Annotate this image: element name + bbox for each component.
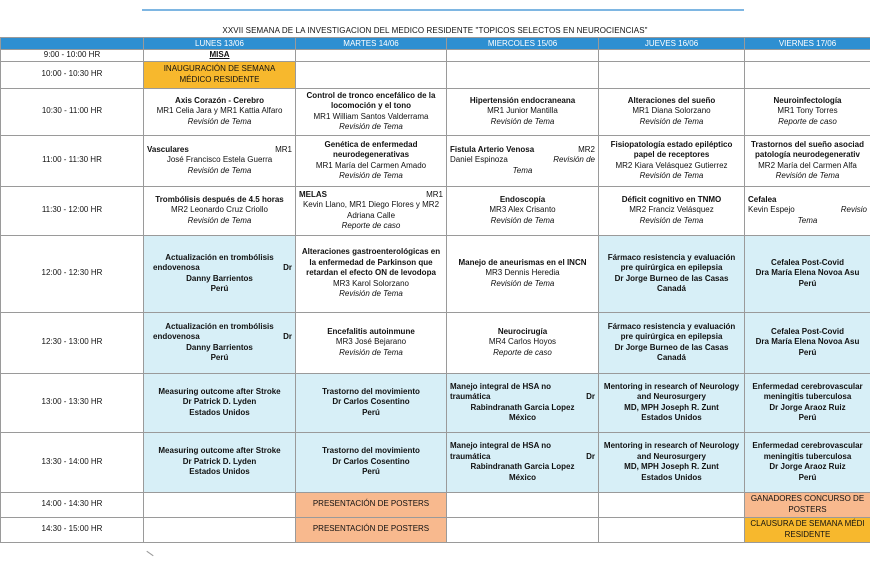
session-type: Revisión de Tema — [490, 116, 555, 126]
session-cell: GANADORES CONCURSO DE POSTERS — [745, 492, 870, 517]
session-speaker: Danny Barrientos — [186, 342, 253, 352]
session-speaker: MR1 Junior Mantilla — [487, 106, 558, 116]
session-title: MELAS — [299, 189, 327, 199]
session-cell — [599, 186, 745, 235]
time-cell: 9:00 - 10:00 HR — [1, 50, 144, 62]
session-title: Endoscopía — [499, 194, 546, 204]
session-type: Tema — [797, 215, 818, 225]
session-type: Revisión de Tema — [187, 116, 252, 126]
session-country: Canadá — [657, 353, 686, 362]
session-cell — [144, 432, 296, 492]
speaker-prefix: Dr — [283, 263, 292, 272]
session-title: Fármaco resistencia y evaluación pre quirúrgica en epilepsia — [607, 321, 736, 341]
session-cell: PRESENTACIÓN DE POSTERS — [296, 517, 447, 542]
session-type: Reporte de caso — [341, 221, 401, 230]
session-cell — [745, 186, 870, 235]
time-cell: 11:30 - 12:00 HR — [1, 186, 144, 235]
session-cell — [144, 88, 296, 135]
session-speaker: MR1 María del Carmen Amado — [315, 160, 427, 170]
session-type: Tema — [512, 165, 533, 175]
session-country: Estados Unidos — [189, 407, 250, 417]
session-title-cont: traumática — [450, 451, 491, 461]
session-title-cont: traumática — [450, 392, 491, 401]
session-speaker: MR2 Franciz Velásquez — [629, 205, 714, 215]
session-speaker: Dr Patrick D. Lyden — [182, 456, 257, 466]
session-cell — [447, 373, 599, 432]
session-cell — [296, 88, 447, 135]
session-speaker: José Francisco Estela Guerra — [166, 155, 273, 165]
session-country: México — [508, 413, 537, 422]
empty-cell — [599, 492, 745, 517]
session-type: Revisio — [840, 205, 867, 215]
session-cell — [599, 373, 745, 432]
header-day: VIERNES 17/06 — [745, 38, 870, 50]
session-speaker: Dra María Elena Novoa Asu — [755, 337, 860, 347]
session-type: Revisión de Tema — [490, 278, 555, 288]
session-cell — [599, 235, 745, 312]
empty-cell — [599, 61, 745, 88]
session-title: Vasculares — [147, 144, 189, 154]
session-title: Actualización en trombólisis — [165, 321, 274, 331]
session-title: Enfermedad cerebrovascular meningitis tuberculosa — [752, 441, 863, 461]
time-cell: 13:00 - 13:30 HR — [1, 373, 144, 432]
session-speaker: MR1 William Santos Valderrama — [313, 111, 429, 121]
session-speaker: Dr Jorge Burneo de las Casas — [614, 342, 729, 352]
session-title: Trombólisis después de 4.5 horas — [155, 194, 284, 204]
session-cell — [296, 186, 447, 235]
session-title: Déficit cognitivo en TNMO — [621, 194, 722, 204]
empty-cell — [599, 50, 745, 62]
session-type: Revisión de Tema — [490, 215, 555, 225]
session-title: Trastorno del movimiento — [322, 446, 420, 456]
table-row — [1, 135, 870, 186]
session-title: Manejo de aneurismas en el INCN — [458, 257, 587, 267]
session-speaker: MR4 Carlos Hoyos — [488, 337, 557, 347]
session-cell — [144, 373, 296, 432]
header-day: MARTES 14/06 — [296, 38, 447, 50]
session-country: Perú — [798, 278, 817, 288]
session-speaker: MR2 María del Carmen Alfa — [758, 160, 857, 170]
session-title: Cefalea Post-Covid — [771, 257, 844, 267]
session-speaker: Dra María Elena Novoa Asu — [755, 268, 860, 278]
session-cell — [296, 235, 447, 312]
session-speaker: Dr Patrick D. Lyden — [182, 397, 257, 407]
table-row — [1, 492, 870, 517]
session-country: Estados Unidos — [641, 413, 702, 422]
empty-cell — [447, 61, 599, 88]
session-cell — [296, 312, 447, 373]
session-cell — [296, 135, 447, 186]
session-type: Reporte de caso — [778, 116, 837, 126]
header-time — [1, 38, 144, 50]
scan-mark — [146, 551, 153, 556]
session-cell — [447, 88, 599, 135]
session-speaker: Dr Carlos Cosentino — [332, 456, 410, 466]
session-country: Perú — [362, 407, 380, 417]
session-speaker: Dr Carlos Cosentino — [332, 397, 410, 407]
time-cell: 11:00 - 11:30 HR — [1, 135, 144, 186]
table-row — [1, 88, 870, 135]
session-speaker: Daniel Espinoza — [450, 155, 508, 165]
session-country: Perú — [798, 413, 817, 422]
header-row — [1, 38, 870, 50]
table-row — [1, 432, 870, 492]
session-country: Estados Unidos — [189, 467, 250, 477]
session-speaker: MR1 Diana Solorzano — [632, 106, 711, 116]
session-cell — [745, 432, 870, 492]
session-speaker: MR3 José Bejarano — [335, 337, 407, 347]
table-row — [1, 50, 870, 62]
session-title: Fisiopatología estado epiléptico papel de receptores — [610, 139, 733, 159]
session-speaker: Dr Jorge Araoz Ruiz — [769, 402, 846, 412]
session-cell — [447, 432, 599, 492]
session-speaker: Dr Jorge Araoz Ruiz — [769, 462, 846, 471]
header-day: JUEVES 16/06 — [599, 38, 745, 50]
empty-cell — [296, 50, 447, 62]
table-row — [1, 61, 870, 88]
session-speaker: Kevin Llano, MR1 Diego Flores y MR2 Adriana Calle — [302, 200, 440, 220]
session-title: Neurocirugía — [497, 326, 548, 336]
empty-cell — [447, 517, 599, 542]
session-cell — [745, 312, 870, 373]
session-cell — [447, 235, 599, 312]
session-title: Hipertensión endocraneana — [469, 95, 576, 105]
session-cell — [599, 135, 745, 186]
session-type: Revisión de Tema — [339, 171, 403, 180]
session-cell — [745, 235, 870, 312]
session-title: Control de tronco encefálico de la locomoción y el tono — [306, 90, 436, 110]
session-cell — [144, 186, 296, 235]
session-title: Alteraciones gastroenterológicas en la enfermedad de Parkinson que retardan el efecto ON de levodopa — [301, 247, 441, 278]
speaker-prefix: Dr — [586, 392, 595, 401]
table-row — [1, 235, 870, 312]
session-type: Revisión de Tema — [639, 171, 704, 180]
session-type: Revisión de Tema — [639, 215, 704, 225]
session-country: Perú — [798, 472, 817, 482]
session-cell — [296, 432, 447, 492]
session-cell — [447, 186, 599, 235]
session-type: Revisión de Tema — [339, 122, 403, 131]
session-country: Canadá — [657, 284, 686, 293]
session-cell — [296, 373, 447, 432]
session-cell: INAUGURACIÓN DE SEMANA MÉDICO RESIDENTE — [144, 61, 296, 88]
session-cell — [447, 135, 599, 186]
table-row — [1, 312, 870, 373]
session-cell — [599, 88, 745, 135]
header-day: MIERCOLES 15/06 — [447, 38, 599, 50]
session-cell — [745, 88, 870, 135]
session-title: Measuring outcome after Stroke — [158, 446, 281, 456]
session-title: Fistula Arterio Venosa — [450, 144, 535, 154]
session-cell — [599, 432, 745, 492]
empty-cell — [745, 61, 870, 88]
session-level: MR1 — [275, 144, 292, 154]
session-title: Cefalea Post-Covid — [771, 326, 844, 336]
session-type: Revisión de Tema — [339, 347, 403, 357]
session-country: Perú — [210, 353, 229, 362]
session-type: Revisión de — [553, 155, 595, 165]
session-title: Alteraciones del sueño — [627, 95, 716, 105]
empty-cell — [296, 61, 447, 88]
session-speaker: Rabindranath Garcia Lopez — [470, 462, 575, 471]
session-title: Mentoring in research of Neurology and Neurosurgery — [603, 381, 740, 401]
session-cell: CLAUSURA DE SEMANA MÉDI RESIDENTE — [745, 517, 870, 542]
session-title: Manejo integral de HSA no — [450, 381, 552, 391]
session-speaker: Dr Jorge Burneo de las Casas — [614, 273, 729, 283]
session-title-cont: endovenosa — [153, 263, 200, 272]
speaker-prefix: Dr — [586, 451, 595, 461]
session-cell — [144, 235, 296, 312]
empty-cell — [599, 517, 745, 542]
time-cell: 12:00 - 12:30 HR — [1, 235, 144, 312]
session-title: Mentoring in research of Neurology and Neurosurgery — [603, 441, 740, 461]
session-country: México — [508, 472, 537, 482]
session-title: Cefalea — [748, 194, 777, 204]
empty-cell — [745, 50, 870, 62]
table-row — [1, 373, 870, 432]
session-title: Enfermedad cerebrovascular meningitis tuberculosa — [752, 381, 863, 401]
session-cell: MISA — [144, 50, 296, 62]
session-speaker: MD, MPH Joseph R. Zunt — [624, 402, 719, 412]
time-cell: 12:30 - 13:00 HR — [1, 312, 144, 373]
top-rule — [142, 9, 744, 11]
session-level: MR1 — [426, 189, 443, 199]
session-level: MR2 — [578, 144, 595, 154]
session-cell: PRESENTACIÓN DE POSTERS — [296, 492, 447, 517]
session-type: Revisión de Tema — [187, 165, 252, 175]
session-title: Encefalitis autoinmune — [327, 326, 415, 336]
session-title: Axis Corazón - Cerebro — [175, 95, 264, 105]
session-title: Genética de enfermedad neurodegenerativas — [324, 139, 418, 159]
time-cell: 14:30 - 15:00 HR — [1, 517, 144, 542]
time-cell: 10:00 - 10:30 HR — [1, 61, 144, 88]
session-country: Perú — [210, 284, 229, 293]
empty-cell — [447, 492, 599, 517]
session-cell — [144, 312, 296, 373]
session-speaker: MR3 Alex Crisanto — [489, 205, 556, 215]
time-cell: 10:30 - 11:00 HR — [1, 88, 144, 135]
time-cell: 13:30 - 14:00 HR — [1, 432, 144, 492]
session-country: Estados Unidos — [641, 472, 702, 482]
schedule-table — [0, 37, 870, 543]
session-speaker: Danny Barrientos — [186, 273, 253, 283]
session-speaker: MR3 Dennis Heredia — [485, 268, 560, 278]
session-title: Neuroinfectología — [773, 95, 842, 105]
session-speaker: MR2 Kiara Velásquez Gutierrez — [615, 160, 728, 170]
session-title: Trastornos del sueño asociad patología neurodegenerativ — [751, 139, 864, 159]
session-speaker: MD, MPH Joseph R. Zunt — [624, 462, 719, 471]
session-cell — [745, 373, 870, 432]
session-speaker: MR3 Karol Solorzano — [332, 278, 410, 288]
session-type: Reporte de caso — [493, 347, 552, 357]
session-speaker: MR2 Leonardo Cruz Criollo — [171, 205, 268, 215]
session-type: Revisión de Tema — [187, 215, 252, 225]
session-cell — [745, 135, 870, 186]
session-title: Manejo integral de HSA no — [450, 441, 552, 450]
session-title: Measuring outcome after Stroke — [158, 386, 281, 396]
session-title: Trastorno del movimiento — [322, 386, 420, 396]
time-cell: 14:00 - 14:30 HR — [1, 492, 144, 517]
session-type: Revisión de Tema — [339, 289, 403, 299]
session-cell — [144, 135, 296, 186]
speaker-prefix: Dr — [283, 332, 292, 341]
session-speaker: MR1 Tony Torres — [777, 106, 838, 116]
table-row — [1, 517, 870, 542]
session-cell — [447, 312, 599, 373]
empty-cell — [144, 517, 296, 542]
session-country: Perú — [362, 467, 380, 477]
session-speaker: MR1 Celia Jara y MR1 Kattia Alfaro — [156, 106, 283, 116]
header-day: LUNES 13/06 — [144, 38, 296, 50]
session-title-cont: endovenosa — [153, 332, 200, 341]
session-type: Revisión de Tema — [639, 116, 704, 126]
session-speaker: Kevin Espejo — [748, 205, 795, 215]
session-title: Actualización en trombólisis — [165, 252, 274, 262]
session-title: Fármaco resistencia y evaluación pre quirúrgica en epilepsia — [607, 252, 736, 272]
table-row — [1, 186, 870, 235]
session-cell — [599, 312, 745, 373]
session-country: Perú — [798, 347, 817, 357]
empty-cell — [447, 50, 599, 62]
page-title: XXVII SEMANA DE LA INVESTIGACION DEL MEDICO RESIDENTE "TOPICOS SELECTOS EN NEUROCIENCIAS" — [222, 26, 648, 35]
session-speaker: Rabindranath Garcia Lopez — [470, 402, 575, 412]
session-type: Revisión de Tema — [775, 171, 840, 180]
empty-cell — [144, 492, 296, 517]
